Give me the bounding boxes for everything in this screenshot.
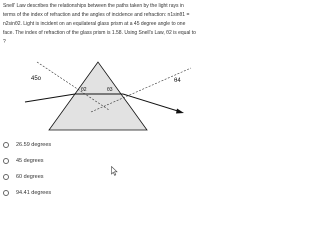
angle-theta4-label: θ4 bbox=[174, 78, 181, 84]
incident-ray bbox=[25, 94, 75, 102]
answer-option-label: 45 degrees bbox=[16, 158, 44, 164]
answer-option-label: 94.41 degrees bbox=[16, 190, 52, 196]
prism-diagram bbox=[1, 60, 199, 132]
radio-button[interactable] bbox=[3, 174, 9, 180]
answer-option-3[interactable] bbox=[3, 169, 193, 185]
radio-button[interactable] bbox=[3, 190, 9, 196]
answer-options bbox=[3, 137, 193, 201]
answer-option-4[interactable] bbox=[3, 185, 193, 201]
answer-option-2[interactable] bbox=[3, 153, 193, 169]
question-text: Snell' Law describes the relationships between the paths taken by the light rays in terms of the index of refraction and the angles of incidence and refraction: n1sinθ1 = n2sinθ2. Light is incident on an equilateral glass prism at a 45 degree angle to one face. The index of refraction of the glass prism is 1.58. Using Snell's Law, θ2 is equal to ? bbox=[3, 3, 196, 45]
angle-incident-label: 45o bbox=[31, 76, 42, 82]
answer-option-1[interactable] bbox=[3, 137, 193, 153]
radio-button[interactable] bbox=[3, 158, 9, 164]
mouse-cursor-icon bbox=[111, 163, 118, 173]
radio-button[interactable] bbox=[3, 142, 9, 148]
answer-option-label: 60 degrees bbox=[16, 174, 44, 180]
angle-theta2-label: θ2 bbox=[81, 87, 87, 93]
angle-theta3-label: θ3 bbox=[107, 87, 113, 93]
arrow-icon bbox=[176, 109, 184, 114]
answer-option-label: 26.59 degrees bbox=[16, 142, 52, 148]
